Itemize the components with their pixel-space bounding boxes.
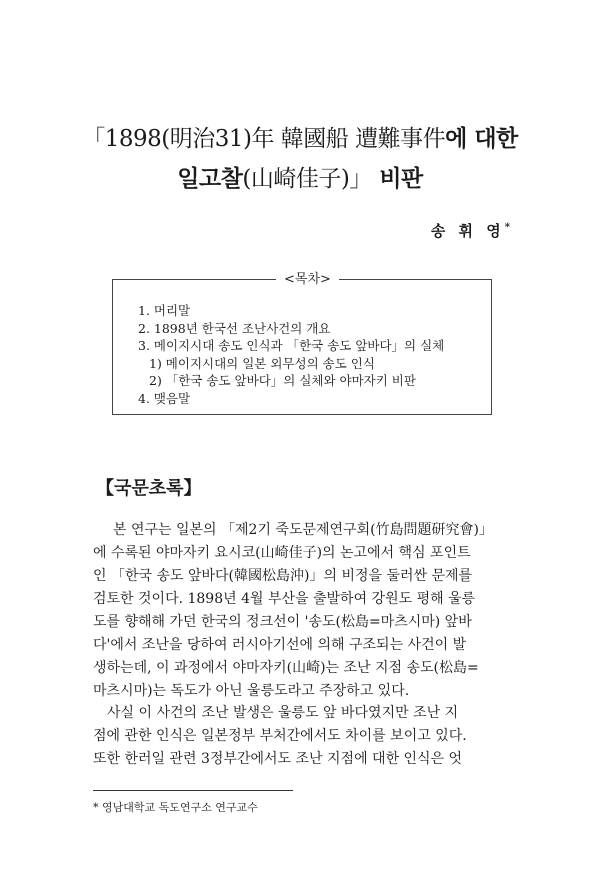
text-line: 검토한 것이다. 1898년 4월 부산을 출발하여 강원도 평해 울릉	[93, 591, 476, 607]
toc-subitem: 2) 「한국 송도 앞바다」의 실체와 야마자키 비판	[149, 373, 416, 388]
text-line: 본 연구는 일본의 「제2기 죽도문제연구회(竹島問題研究會)」	[113, 522, 494, 538]
toc-subitem: 1) 메이지시대의 일본 외무성의 송도 인식	[149, 355, 375, 371]
text-line: 다'에서 조난을 당하여 러시아기선에 의해 구조되는 사건이 발	[93, 637, 467, 653]
toc-item: 3. 메이지시대 송도 인식과 「한국 송도 앞바다」의 실체	[138, 338, 445, 353]
abstract-heading: 【국문초록】	[96, 478, 202, 499]
text-line: 점에 관한 인식은 일본정부 부처간에서도 차이를 보이고 있다.	[93, 728, 467, 744]
text-line: 생하는데, 이 과정에서 야마자키(山崎)는 조난 지점 송도(松島=	[93, 660, 479, 676]
author-footnote-mark: *	[504, 222, 510, 233]
title-line-2-bold-a: 일고찰	[177, 165, 243, 192]
title-line-1-bold: 에 대한	[445, 125, 518, 152]
toc-item: 1. 머리말	[138, 303, 191, 318]
toc-item: 2. 1898년 한국선 조난사건의 개요	[138, 320, 331, 336]
toc-list	[138, 302, 498, 407]
text-line: 또한 한러일 관련 3정부간에서도 조난 지점에 대한 인식은 엇	[93, 751, 463, 767]
author	[431, 220, 510, 241]
author-name: 송 휘 영	[430, 222, 505, 240]
footnote: * 영남대학교 독도연구소 연구교수	[93, 801, 258, 814]
abstract-paragraph-2	[93, 702, 513, 771]
title-line-2-plain: (山崎佳子)」	[242, 166, 372, 192]
text-line: 인 「한국 송도 앞바다(韓國松島沖)」의 비정을 둘러싼 문제를	[93, 568, 473, 584]
toc-heading: <목차>	[276, 268, 339, 287]
text-line: 에 수록된 야마자키 요시코(山崎佳子)의 논고에서 핵심 포인트	[93, 545, 471, 561]
abstract-paragraph-1	[93, 519, 513, 703]
toc-item: 4. 맺음말	[138, 390, 191, 406]
text-line: 도를 향해해 가던 한국의 정크선이 '송도(松島=마츠시마) 앞바	[93, 614, 472, 630]
title-line-2	[60, 167, 540, 191]
text-line: 마츠시마)는 독도가 아닌 울릉도라고 주장하고 있다.	[93, 683, 410, 699]
title-line-1	[60, 127, 540, 151]
text-line: 사실 이 사건의 조난 발생은 울릉도 앞 바다였지만 조난 지	[107, 705, 459, 721]
footnote-divider	[93, 790, 293, 791]
title-line-2-bold-b: 비판	[371, 165, 423, 192]
title-line-1-plain: 「1898(明治31)年 韓國船 遭難事件	[82, 126, 446, 152]
